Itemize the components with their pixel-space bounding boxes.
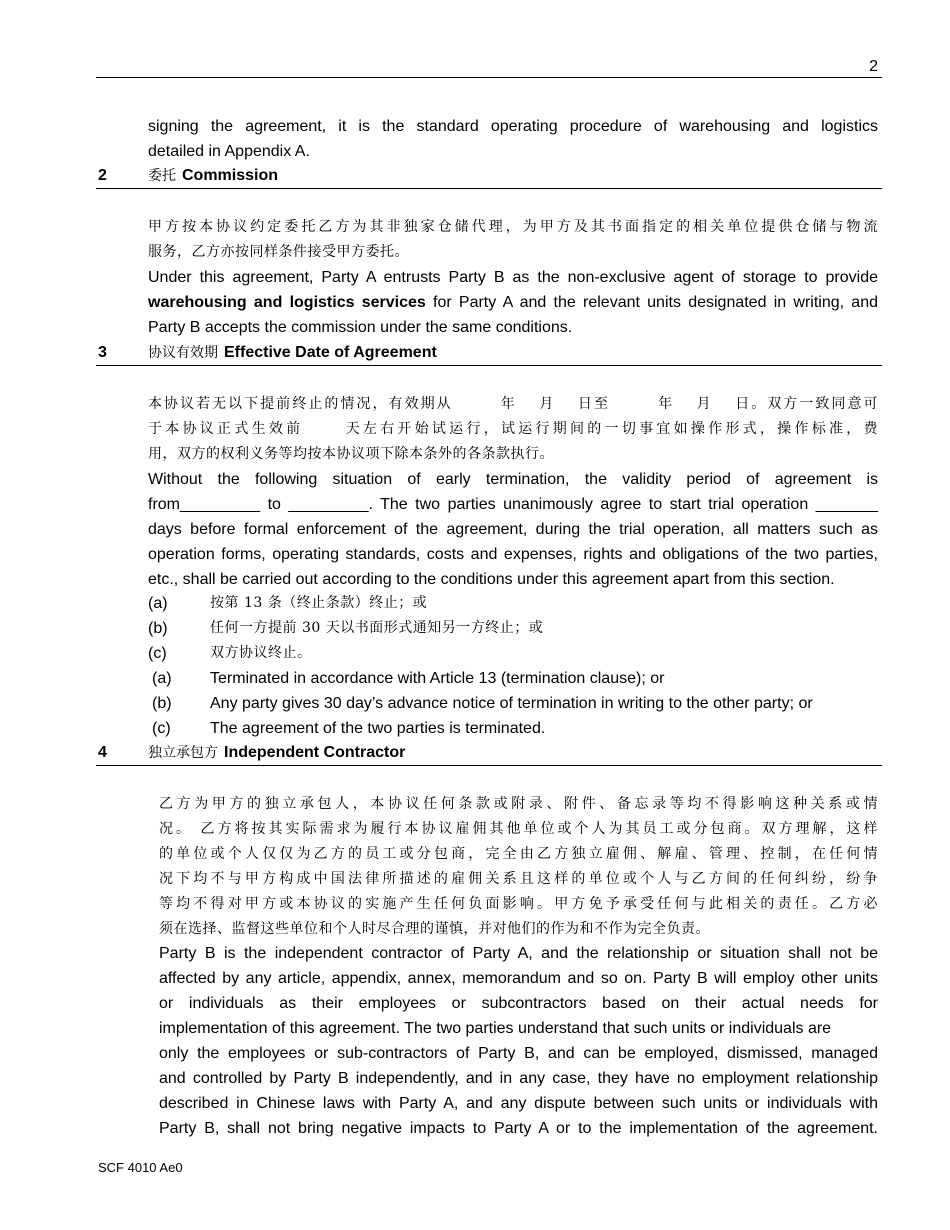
en-line: and controlled by Party B independently, and in any case, they have no employment relationship bbox=[159, 1070, 878, 1087]
en-line: days before formal enforcement of the agreement, during the trial operation, all matters such as bbox=[148, 521, 878, 538]
list-text: 双方协议终止。 bbox=[210, 645, 312, 661]
en-line: Under this agreement, Party A entrusts Party B as the non-exclusive agent of storage to provide bbox=[148, 269, 878, 286]
section-4-en-paragraph bbox=[159, 941, 878, 1141]
zh-line: 乙方为甲方的独立承包人，本协议任何条款或附录、附件、备忘录等均不得影响这种关系或情 bbox=[159, 796, 878, 812]
section-2-en-paragraph bbox=[148, 265, 878, 340]
en-line-rest: for Party A and the relevant units designated in writing, and bbox=[425, 294, 878, 311]
en-line bbox=[148, 290, 878, 315]
zh-line: 用，双方的权利义务等均按本协议项下除本条外的各条款执行。 bbox=[148, 446, 554, 462]
en-line: from_________ to _________. The two parties unanimously agree to start trial operation _______ bbox=[148, 496, 878, 513]
header-divider bbox=[96, 77, 882, 78]
en-line: described in Chinese laws with Party A, and any dispute between such units or individuals with bbox=[159, 1095, 878, 1112]
section-title-en: Independent Contractor bbox=[224, 744, 406, 761]
zh-line: 本协议若无以下提前终止的情况，有效期从 年 月 日至 年 月 日。双方一致同意可 bbox=[148, 396, 878, 412]
list-label: (c) bbox=[152, 720, 171, 737]
section-3-heading bbox=[96, 340, 882, 366]
section-4-zh-paragraph bbox=[159, 792, 878, 942]
section-number: 4 bbox=[98, 744, 107, 761]
section-2-zh-paragraph bbox=[148, 215, 878, 265]
zh-line: 况。 乙方将按其实际需求为履行本协议雇佣其他单位或个人为其员工或分包商。双方理解，这样 bbox=[159, 821, 878, 837]
list-text: Terminated in accordance with Article 13 (termination clause); or bbox=[210, 670, 665, 687]
list-label: (c) bbox=[148, 645, 167, 662]
zh-line: 于本协议正式生效前 天左右开始试运行，试运行期间的一切事宜如操作形式，操作标准，费 bbox=[148, 421, 878, 437]
en-line: affected by any article, appendix, annex, memorandum and so on. Party B will employ other units bbox=[159, 970, 878, 987]
zh-line: 甲方按本协议约定委托乙方为其非独家仓储代理，为甲方及其书面指定的相关单位提供仓储与物流 bbox=[148, 219, 878, 235]
list-text: 按第 13 条（终止条款）终止；或 bbox=[210, 595, 428, 611]
en-line: operation forms, operating standards, costs and expenses, rights and obligations of the two parties, bbox=[148, 546, 878, 563]
en-line: Without the following situation of early termination, the validity period of agreement is bbox=[148, 471, 878, 488]
section-title-en: Commission bbox=[182, 167, 279, 184]
section-3-en-paragraph bbox=[148, 467, 878, 592]
page-number: 2 bbox=[869, 58, 878, 75]
en-line: Party B accepts the commission under the same conditions. bbox=[148, 319, 573, 336]
section-4-heading bbox=[96, 740, 882, 766]
list-label: (b) bbox=[148, 620, 168, 637]
bold-phrase: warehousing and logistics services bbox=[148, 294, 426, 311]
zh-line: 的单位或个人仅仅为乙方的员工或分包商，完全由乙方独立雇佣、解雇、管理、控制，在任何情 bbox=[159, 846, 878, 862]
list-label: (a) bbox=[152, 670, 172, 687]
section-title-zh: 独立承包方 bbox=[148, 745, 218, 761]
zh-line: 服务，乙方亦按同样条件接受甲方委托。 bbox=[148, 244, 409, 260]
section-number: 2 bbox=[98, 167, 107, 184]
intro-paragraph bbox=[148, 114, 878, 164]
en-line: or individuals as their employees or subcontractors based on their actual needs for bbox=[159, 995, 878, 1012]
section-number: 3 bbox=[98, 344, 107, 361]
en-line: Party B is the independent contractor of Party A, and the relationship or situation shall not be bbox=[159, 945, 878, 962]
section-title-zh: 协议有效期 bbox=[148, 345, 218, 361]
list-label: (a) bbox=[148, 595, 168, 612]
en-line: only the employees or sub-contractors of Party B, and can be employed, dismissed, managed bbox=[159, 1045, 878, 1062]
list-text: 任何一方提前 30 天以书面形式通知另一方终止；或 bbox=[210, 620, 544, 636]
en-line: etc., shall be carried out according to the conditions under this agreement apart from this section. bbox=[148, 571, 835, 588]
zh-line: 须在选择、监督这些单位和个人时尽合理的谨慎，并对他们的作为和不作为完全负责。 bbox=[159, 921, 710, 937]
intro-line: signing the agreement, it is the standard operating procedure of warehousing and logistics bbox=[148, 118, 878, 135]
zh-line: 等均不得对甲方或本协议的实施产生任何负面影响。甲方免予承受任何与此相关的责任。乙方必 bbox=[159, 896, 878, 912]
zh-line: 况下均不与甲方构成中国法律所描述的雇佣关系且这样的单位或个人与乙方间的任何纠纷，纷争 bbox=[159, 871, 878, 887]
list-text: Any party gives 30 day’s advance notice of termination in writing to the other party; or bbox=[210, 695, 813, 712]
en-line: Party B, shall not bring negative impacts to Party A or to the implementation of the agreement. bbox=[159, 1120, 878, 1137]
footer-code: SCF 4010 Ae0 bbox=[98, 1160, 183, 1175]
intro-line: detailed in Appendix A. bbox=[148, 143, 310, 160]
list-label: (b) bbox=[152, 695, 172, 712]
section-title-zh: 委托 bbox=[148, 168, 176, 184]
section-title-en: Effective Date of Agreement bbox=[224, 344, 437, 361]
en-line: implementation of this agreement. The two parties understand that such units or individuals are bbox=[159, 1020, 832, 1037]
list-text: The agreement of the two parties is terminated. bbox=[210, 720, 546, 737]
section-3-zh-paragraph bbox=[148, 392, 878, 467]
section-2-heading bbox=[96, 163, 882, 189]
